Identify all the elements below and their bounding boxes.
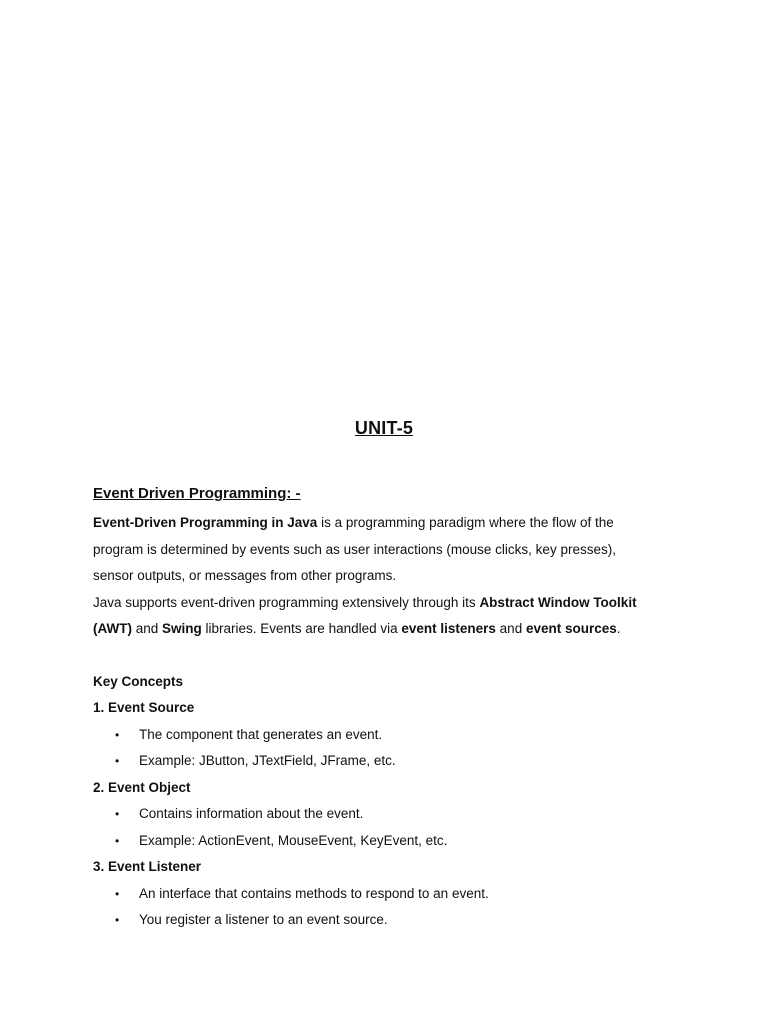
and-text-1: and bbox=[131, 621, 163, 636]
unit-title: UNIT-5 bbox=[354, 418, 414, 438]
bullet-icon: • bbox=[115, 807, 120, 821]
bullet-icon: • bbox=[115, 754, 120, 768]
bullet-text: You register a listener to an event source. bbox=[139, 912, 388, 927]
intro-line-2: program is determined by events such as user interactions (mouse clicks, key presses), bbox=[93, 541, 616, 557]
period: . bbox=[616, 621, 621, 636]
list-item bbox=[93, 801, 683, 828]
intro-lead-bold: Event-Driven Programming in Java bbox=[93, 515, 318, 530]
bullet-icon: • bbox=[115, 833, 120, 848]
concept-title-event-source: 1. Event Source bbox=[93, 700, 195, 715]
java-support-line-2 bbox=[93, 616, 683, 643]
bullet-icon: • bbox=[115, 886, 120, 901]
java-support-part2: libraries. Events are handled via bbox=[201, 621, 402, 636]
bullet-icon: • bbox=[115, 727, 120, 742]
list-item bbox=[93, 881, 683, 908]
event-sources-bold: event sources bbox=[525, 621, 617, 636]
bullet-text: Contains information about the event. bbox=[139, 806, 364, 821]
java-support-line-1 bbox=[93, 590, 683, 617]
bullet-text: Example: JButton, JTextField, JFrame, etc. bbox=[139, 753, 396, 768]
list-item bbox=[93, 907, 683, 934]
awt-abbr-bold: (AWT) bbox=[93, 621, 132, 636]
concept-title-event-object: 2. Event Object bbox=[93, 779, 191, 795]
intro-line-1-rest: is a programming paradigm where the flow of the bbox=[317, 515, 614, 530]
intro-line-1 bbox=[93, 510, 683, 537]
list-item bbox=[93, 748, 683, 775]
bullet-icon: • bbox=[115, 913, 120, 927]
key-concepts-heading: Key Concepts bbox=[93, 673, 184, 689]
bullet-text: An interface that contains methods to respond to an event. bbox=[139, 885, 489, 901]
document-content bbox=[93, 484, 683, 934]
spacer bbox=[93, 643, 683, 669]
list-item bbox=[93, 828, 683, 855]
list-item bbox=[93, 722, 683, 749]
concept-title-event-listener: 3. Event Listener bbox=[93, 859, 202, 874]
bullet-text: The component that generates an event. bbox=[139, 726, 383, 742]
and-text-2: and bbox=[495, 621, 526, 636]
bullet-text: Example: ActionEvent, MouseEvent, KeyEvent, etc. bbox=[139, 832, 448, 848]
swing-bold: Swing bbox=[162, 621, 202, 636]
intro-line-3: sensor outputs, or messages from other programs. bbox=[93, 568, 397, 583]
awt-bold: Abstract Window Toolkit bbox=[479, 594, 637, 610]
section-heading: Event Driven Programming: - bbox=[93, 485, 301, 502]
event-listeners-bold: event listeners bbox=[401, 621, 496, 636]
java-support-part1: Java supports event-driven programming extensively through its bbox=[93, 594, 480, 610]
